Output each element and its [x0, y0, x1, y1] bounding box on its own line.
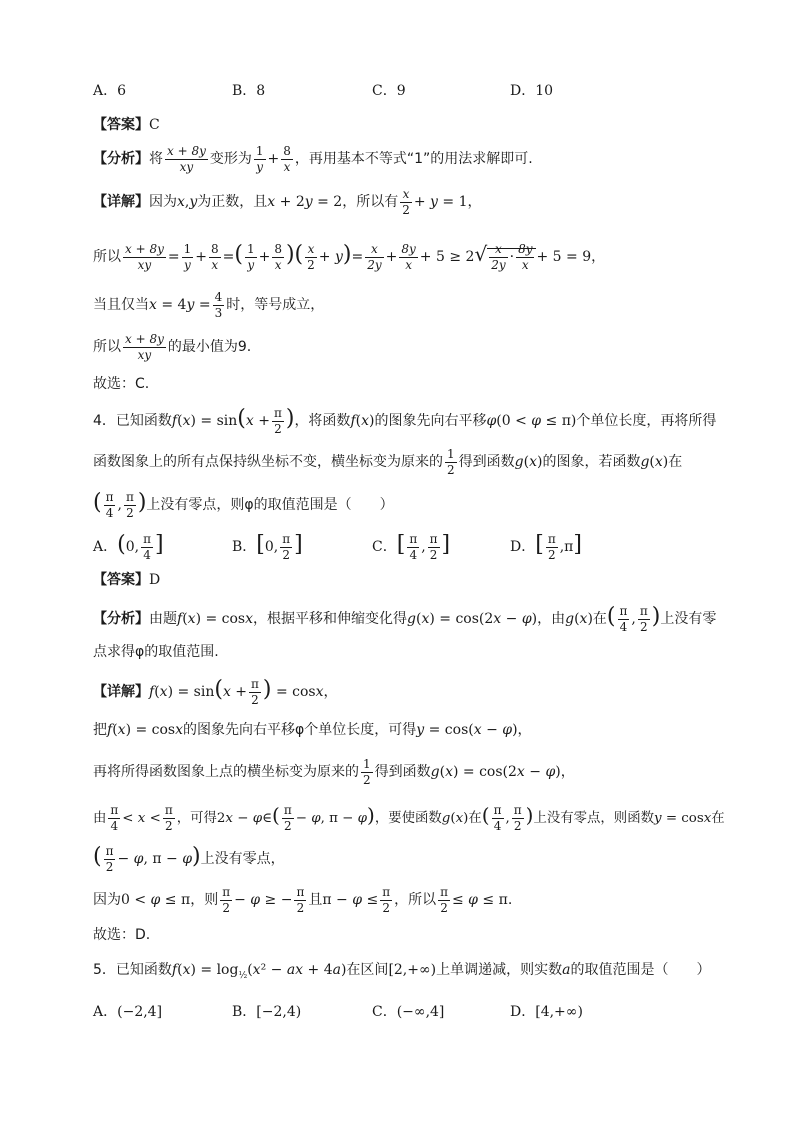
q3-select: 故选：C. [93, 376, 150, 392]
q5-option-b: B．[−2,4) [232, 1004, 302, 1020]
q4-detail-line-4: 由 $\frac{\pi}{4}$ < x < $\frac{\pi}{2}$ ，可得2x − φ∈( $\frac{\pi}{2}$ − φ, π − φ)，要使函数g(x)在( $\frac{\pi}{4}$ , $\frac{\pi}{2}$ )上没有零点，则函数y = cosx在 [93, 803, 725, 833]
q4-detail-line-2: 把f(x) = cosx的图象先向右平移φ个单位长度，可得y = cos(x − φ)， [93, 722, 532, 738]
q5-option-c: C．(−∞,4] [372, 1004, 445, 1020]
q4-option-c: C．[ $\frac{\pi}{4}$ , $\frac{\pi}{2}$ ] [372, 531, 451, 562]
answer-tag: 【答案】 [93, 117, 149, 133]
detail-line-1: 【详解】因为x,y为正数，且x + 2y = 2，所以有 $\frac{x}{2}$ + y = 1， [93, 186, 482, 217]
q4-detail-line-6: 因为0 < φ ≤ π，则 $\frac{\pi}{2}$ − φ ≥ − $\frac{\pi}{2}$ 且π − φ ≤ $\frac{\pi}{2}$ ，所以 $\frac{\pi}{2}$ ≤ φ ≤ π. [93, 884, 513, 915]
analysis-line: 【分析】将 $\frac{x + 8y}{xy}$ 变形为 $\frac{1}{y}$ + $\frac{8}{x}$ ，再用基本不等式“1”的用法求解即可. [93, 143, 533, 174]
q5-stem: 5．已知函数$f(x) = \log_{\frac{1}{2}}(x^2$ − ax + 4a)在区间[2,+∞)上单调递减，则实数a的取值范围是（ ） [93, 962, 711, 981]
q4-select: 故选：D. [93, 927, 151, 943]
q5-option-d: D．[4,+∞) [510, 1004, 583, 1020]
detail-line-3: 当且仅当x = 4y = $\frac{4}{3}$ 时，等号成立， [93, 289, 325, 320]
detail-line-2: 所以 $\frac{x + 8y}{xy}$ = $\frac{1}{y}$ + $\frac{8}{x}$ =( $\frac{1}{y}$ + $\frac{8}{x}$ )( $\frac{x}{2}$ + y)= $\frac{x}{2y}$ + $\frac{8y}{x}$ + 5 ≥ 2√ $\frac{x}{2y}$ · $\frac{8y}{x}$ + 5 = 9， [93, 241, 606, 272]
q4-analysis-line-1: 【分析】由题f(x) = cosx，根据平移和伸缩变化得g(x) = cos(2x − φ)，由g(x)在( $\frac{\pi}{4}$ , $\frac{\pi}{2}$ )上没有零 [93, 603, 717, 634]
q4-option-d: D．[ $\frac{\pi}{2}$ ,π] [510, 531, 582, 562]
detail-line-4: 所以 $\frac{x + 8y}{xy}$ 的最小值为9. [93, 331, 252, 362]
q4-detail-line-3: 再将所得函数图象上点的横坐标变为原来的 $\frac{1}{2}$ 得到函数g(x) = cos(2x − φ)， [93, 756, 575, 787]
q4-answer-line: 【答案】D [93, 572, 161, 588]
q4-detail-line-1: 【详解】f(x) = sin(x + $\frac{\pi}{2}$ ) = cosx， [93, 676, 338, 707]
q4-analysis-line-2: 点求得φ的取值范围. [93, 644, 219, 660]
q4-option-b: B．[0, $\frac{\pi}{2}$ ] [232, 531, 303, 562]
q4-stem-line-1: 4．已知函数f(x) = sin(x + $\frac{\pi}{2}$ )，将函数f(x)的图象先向右平移φ(0 < φ ≤ π)个单位长度，再将所得 [93, 405, 717, 436]
q4-option-a: A．(0, $\frac{\pi}{4}$ ] [93, 531, 164, 562]
answer-line [93, 115, 160, 135]
q4-stem-line-3: ( $\frac{\pi}{4}$ , $\frac{\pi}{2}$ )上没有零点，则φ的取值范围是（ ） [93, 489, 394, 520]
q4-stem-line-2: 函数图象上的所有点保持纵坐标不变，横坐标变为原来的 $\frac{1}{2}$ 得到函数g(x)的图象，若函数g(x)在 [93, 446, 683, 477]
option-a: A．6 [93, 83, 127, 99]
option-d: D．10 [510, 83, 554, 99]
q4-detail-line-5: ( $\frac{\pi}{2}$ − φ, π − φ)上没有零点， [93, 843, 285, 874]
option-c: C．9 [372, 83, 406, 99]
option-b: B．8 [232, 83, 266, 99]
answer-value: C [149, 117, 160, 133]
q5-option-a: A．(−2,4] [93, 1004, 163, 1020]
